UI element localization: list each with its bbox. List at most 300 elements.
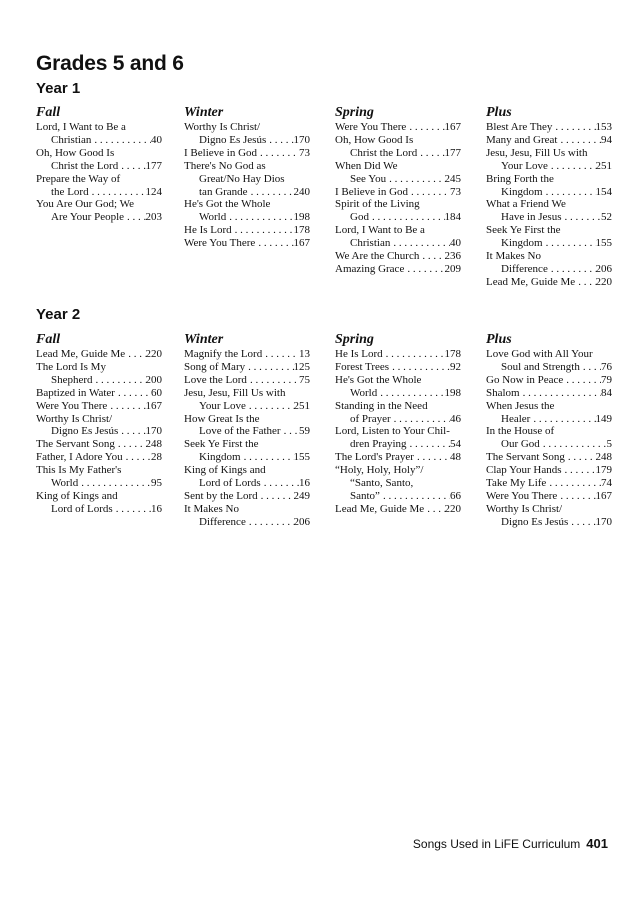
song-page-number: 16 xyxy=(151,502,162,515)
song-title-text: See You xyxy=(350,172,387,185)
song-line xyxy=(486,237,612,250)
song-page-number: 220 xyxy=(444,502,461,515)
song-title-text: The Servant Song xyxy=(486,451,565,464)
song-title-text: Shepherd xyxy=(51,373,93,386)
song-title-text: Have in Jesus xyxy=(501,211,562,224)
song-title-text: When Did We xyxy=(335,159,398,172)
leader-dots xyxy=(261,477,299,490)
leader-dots xyxy=(389,361,450,374)
song-title-text: tan Grande xyxy=(199,185,248,198)
song-page-number: 248 xyxy=(595,451,612,464)
song-title-text: Magnify the Lord xyxy=(184,348,263,360)
song-title-text: Standing in the Need xyxy=(335,399,428,412)
leader-dots xyxy=(115,438,146,451)
song-title-text: Digno Es Jesús xyxy=(51,425,119,438)
song-entry xyxy=(335,160,461,186)
song-title-text: Sent by the Lord xyxy=(184,489,258,502)
song-line xyxy=(184,134,310,147)
song-line xyxy=(36,400,162,413)
leader-dots xyxy=(113,503,151,516)
song-entry xyxy=(36,438,162,451)
song-entry xyxy=(36,400,162,413)
song-title-text: Were You There xyxy=(36,399,108,412)
year-2-plus-column xyxy=(486,333,612,529)
song-title-text: The Servant Song xyxy=(36,438,115,451)
song-line xyxy=(486,160,612,173)
leader-dots xyxy=(557,490,595,503)
leader-dots xyxy=(248,186,294,199)
song-page-number: 60 xyxy=(151,386,162,399)
song-line xyxy=(486,361,612,374)
song-title-text: I Believe in God xyxy=(335,185,409,198)
song-title-text: Love of the Father xyxy=(199,425,281,438)
song-line xyxy=(36,438,162,451)
song-entry xyxy=(184,490,310,503)
song-line xyxy=(184,490,310,503)
song-title-text: Go Now in Peace xyxy=(486,373,564,386)
song-line xyxy=(486,464,612,477)
song-line xyxy=(335,263,461,276)
song-title-text: Worthy Is Christ/ xyxy=(486,502,563,515)
song-entry xyxy=(36,147,162,173)
song-page-number: 16 xyxy=(299,477,310,490)
song-title-text: Father, I Adore You xyxy=(36,451,123,464)
song-line xyxy=(335,361,461,374)
song-title-text: God xyxy=(350,211,369,224)
song-title-text: Jesu, Jesu, Fill Us with xyxy=(486,146,588,159)
song-page-number: 149 xyxy=(595,412,612,425)
song-page-number: 48 xyxy=(450,451,461,464)
song-title-text: Take My Life xyxy=(486,477,547,490)
year-2-heading: Year 2 xyxy=(36,306,81,323)
leader-dots xyxy=(562,211,602,224)
song-page-number: 125 xyxy=(293,360,310,373)
song-title-text: Lord of Lords xyxy=(199,477,261,490)
song-entry xyxy=(486,134,612,147)
song-page-number: 84 xyxy=(601,386,612,399)
song-title-text: King of Kings and xyxy=(36,489,118,502)
year-1-winter-column xyxy=(184,106,310,250)
leader-dots xyxy=(78,477,151,490)
song-title-text: Blest Are They xyxy=(486,121,553,133)
song-title-text: Worthy Is Christ/ xyxy=(36,412,113,425)
leader-dots xyxy=(386,173,444,186)
song-title-text: Lead Me, Guide Me xyxy=(335,502,425,515)
song-page-number: 170 xyxy=(145,425,162,438)
song-line xyxy=(184,211,310,224)
song-title-text: Are Your People xyxy=(51,211,125,224)
leader-dots xyxy=(232,224,294,237)
song-title-text: Your Love xyxy=(501,159,548,172)
song-page-number: 5 xyxy=(606,438,612,451)
song-page-number: 167 xyxy=(145,399,162,412)
leader-dots xyxy=(115,387,151,400)
song-line xyxy=(335,387,461,400)
song-line xyxy=(335,413,461,426)
leader-dots xyxy=(546,477,601,490)
song-entry xyxy=(36,348,162,361)
song-entry xyxy=(486,276,612,289)
leader-dots xyxy=(125,348,145,361)
song-page-number: 203 xyxy=(145,211,162,224)
song-title-text: Love the Lord xyxy=(184,373,247,386)
song-title-text: Christian xyxy=(350,237,391,250)
leader-dots xyxy=(258,490,294,503)
season-heading: Spring xyxy=(335,105,374,120)
song-line xyxy=(486,134,612,147)
song-entry xyxy=(486,198,612,224)
song-entry xyxy=(486,374,612,387)
leader-dots xyxy=(257,147,299,160)
song-title-text: Digno Es Jesús xyxy=(199,133,267,146)
song-title-text: Were You There xyxy=(184,237,256,250)
song-title-text: You Are Our God; We xyxy=(36,198,135,211)
leader-dots xyxy=(575,276,595,289)
song-entry xyxy=(335,425,461,451)
song-page-number: 200 xyxy=(145,373,162,386)
leader-dots xyxy=(406,121,444,134)
song-title-text: He's Got the Whole xyxy=(335,373,422,386)
leader-dots xyxy=(380,490,450,503)
song-page-number: 155 xyxy=(595,237,612,250)
leader-dots xyxy=(255,237,293,250)
song-title-text: World xyxy=(350,386,378,399)
song-entry xyxy=(486,224,612,250)
song-line xyxy=(486,451,612,464)
leader-dots xyxy=(419,250,444,263)
song-page-number: 198 xyxy=(444,386,461,399)
song-entry xyxy=(184,413,310,439)
song-title-text: “Holy, Holy, Holy”/ xyxy=(335,464,424,477)
song-title-text: Oh, How Good Is xyxy=(335,133,414,146)
song-page-number: 248 xyxy=(145,438,162,451)
leader-dots xyxy=(262,348,299,361)
song-entry xyxy=(486,348,612,374)
leader-dots xyxy=(241,451,294,464)
song-entry xyxy=(335,464,461,503)
song-entry xyxy=(36,387,162,400)
leader-dots xyxy=(408,186,450,199)
song-title-text: What a Friend We xyxy=(486,198,566,211)
song-entry xyxy=(184,160,310,199)
leader-dots xyxy=(417,147,444,160)
season-heading: Spring xyxy=(335,332,374,347)
song-entry xyxy=(36,451,162,464)
song-entry xyxy=(335,451,461,464)
leader-dots xyxy=(557,134,601,147)
song-page-number: 206 xyxy=(595,262,612,275)
song-page-number: 179 xyxy=(595,464,612,477)
season-heading: Fall xyxy=(36,105,61,120)
year-1-spring-column xyxy=(335,106,461,276)
song-title-text: He's Got the Whole xyxy=(184,198,271,211)
song-page-number: 66 xyxy=(450,489,461,502)
leader-dots xyxy=(107,400,145,413)
song-line xyxy=(184,374,310,387)
song-entry xyxy=(335,121,461,134)
song-page-number: 220 xyxy=(595,275,612,288)
song-title-text: “Santo, Santo, xyxy=(350,477,414,490)
song-entry xyxy=(486,387,612,400)
song-line xyxy=(486,263,612,276)
song-title-text: Amazing Grace xyxy=(335,262,405,275)
leader-dots xyxy=(247,374,299,387)
leader-dots xyxy=(118,425,145,438)
song-entry xyxy=(184,348,310,361)
leader-dots xyxy=(407,438,450,451)
song-entry xyxy=(184,387,310,413)
song-page-number: 249 xyxy=(293,489,310,502)
song-entry xyxy=(184,237,310,250)
song-line xyxy=(36,477,162,490)
song-entry xyxy=(335,198,461,224)
leader-dots xyxy=(548,160,596,173)
song-line xyxy=(335,121,461,134)
song-page-number: 94 xyxy=(601,133,612,146)
song-line xyxy=(335,237,461,250)
song-title-text: Seek Ye First the xyxy=(486,224,561,237)
song-line xyxy=(184,425,310,438)
song-title-text: Spirit of the Living xyxy=(335,198,420,211)
song-entry xyxy=(486,121,612,134)
song-title-text: This Is My Father's xyxy=(36,464,122,477)
song-title-text: Soul and Strength xyxy=(501,360,580,373)
song-page-number: 170 xyxy=(595,515,612,528)
song-entry xyxy=(184,503,310,529)
song-entry xyxy=(335,250,461,263)
song-page-number: 167 xyxy=(595,489,612,502)
leader-dots xyxy=(543,237,596,250)
song-entry xyxy=(486,173,612,199)
song-line xyxy=(335,250,461,263)
song-line xyxy=(184,477,310,490)
leader-dots xyxy=(281,425,299,438)
song-page-number: 155 xyxy=(293,451,310,464)
year-2-winter-column xyxy=(184,333,310,529)
song-page-number: 251 xyxy=(595,159,612,172)
song-line xyxy=(36,211,162,224)
song-line xyxy=(184,186,310,199)
song-entry xyxy=(36,464,162,490)
song-line xyxy=(36,374,162,387)
song-entry xyxy=(335,361,461,374)
song-title-text: Lord, I Want to Be a xyxy=(36,121,126,133)
song-title-text: Jesu, Jesu, Fill Us with xyxy=(184,386,286,399)
song-title-text: Were You There xyxy=(335,121,407,133)
leader-dots xyxy=(540,438,607,451)
song-entry xyxy=(36,413,162,439)
song-line xyxy=(184,451,310,464)
leader-dots xyxy=(93,374,146,387)
song-title-text: Lord, Listen to Your Chil- xyxy=(335,425,450,438)
song-line xyxy=(184,147,310,160)
song-page-number: 178 xyxy=(444,348,461,360)
year-2-fall-column xyxy=(36,333,162,516)
song-title-text: Healer xyxy=(501,412,531,425)
song-title-text: I Believe in God xyxy=(184,146,258,159)
song-title-text: King of Kings and xyxy=(184,464,266,477)
song-entry xyxy=(36,173,162,199)
footer-text: Songs Used in LiFE Curriculum xyxy=(412,837,581,851)
song-line xyxy=(486,121,612,134)
leader-dots xyxy=(568,516,595,529)
song-line xyxy=(486,477,612,490)
song-title-text: Love God with All Your xyxy=(486,348,593,360)
song-page-number: 177 xyxy=(444,146,461,159)
song-title-text: Difference xyxy=(199,515,246,528)
song-entry xyxy=(335,224,461,250)
song-line xyxy=(335,503,461,516)
song-line xyxy=(36,348,162,361)
song-line xyxy=(184,237,310,250)
song-title-text: He Is Lord xyxy=(335,348,383,360)
song-entry xyxy=(486,425,612,451)
song-line xyxy=(486,387,612,400)
song-page-number: 54 xyxy=(450,438,461,451)
song-page-number: 206 xyxy=(293,515,310,528)
leader-dots xyxy=(226,211,293,224)
leader-dots xyxy=(266,134,293,147)
song-entry xyxy=(184,147,310,160)
song-page-number: 76 xyxy=(601,360,612,373)
song-entry xyxy=(184,361,310,374)
song-entry xyxy=(184,121,310,147)
song-entry xyxy=(36,361,162,387)
song-page-number: 74 xyxy=(601,477,612,490)
song-line xyxy=(36,451,162,464)
song-title-text: Kingdom xyxy=(501,185,543,198)
song-page-number: 198 xyxy=(293,211,310,224)
song-title-text: In the House of xyxy=(486,425,555,438)
song-line xyxy=(486,413,612,426)
song-page-number: 40 xyxy=(151,133,162,146)
song-line xyxy=(335,451,461,464)
song-title-text: dren Praying xyxy=(350,438,407,451)
song-line xyxy=(335,147,461,160)
song-entry xyxy=(335,263,461,276)
song-title-text: World xyxy=(51,477,79,490)
leader-dots xyxy=(118,160,145,173)
song-line xyxy=(184,400,310,413)
song-line xyxy=(335,438,461,451)
song-line xyxy=(184,516,310,529)
song-title-text: Christ the Lord xyxy=(51,159,119,172)
leader-dots xyxy=(530,413,595,426)
song-title-text: Digno Es Jesús xyxy=(501,515,569,528)
song-title-text: Oh, How Good Is xyxy=(36,146,115,159)
song-line xyxy=(184,361,310,374)
leader-dots xyxy=(424,503,444,516)
song-page-number: 92 xyxy=(450,360,461,373)
song-title-text: Lord of Lords xyxy=(51,502,113,515)
song-page-number: 75 xyxy=(299,373,310,386)
song-entry xyxy=(486,250,612,276)
song-entry xyxy=(335,400,461,426)
song-title-text: It Makes No xyxy=(184,502,239,515)
year-1-heading: Year 1 xyxy=(36,80,81,97)
song-title-text: Many and Great xyxy=(486,133,558,146)
song-line xyxy=(184,224,310,237)
leader-dots xyxy=(124,211,145,224)
song-entry xyxy=(486,464,612,477)
song-entry xyxy=(486,400,612,426)
song-page-number: 209 xyxy=(444,262,461,275)
song-title-text: Our God xyxy=(501,438,540,451)
song-entry xyxy=(486,503,612,529)
song-title-text: Clap Your Hands xyxy=(486,464,562,477)
song-title-text: The Lord's Prayer xyxy=(335,451,414,464)
song-title-text: Worthy Is Christ/ xyxy=(184,121,261,133)
leader-dots xyxy=(520,387,601,400)
song-title-text: Baptized in Water xyxy=(36,386,115,399)
song-page-number: 170 xyxy=(293,133,310,146)
year-1-fall-column xyxy=(36,106,162,224)
song-title-text: Forest Trees xyxy=(335,360,390,373)
song-line xyxy=(335,490,461,503)
song-title-text: Kingdom xyxy=(199,451,241,464)
song-title-text: Lead Me, Guide Me xyxy=(36,348,126,360)
song-title-text: Lord, I Want to Be a xyxy=(335,224,425,237)
song-entry xyxy=(36,121,162,147)
song-line xyxy=(486,438,612,451)
song-entry xyxy=(486,451,612,464)
leader-dots xyxy=(548,263,596,276)
song-entry xyxy=(184,464,310,490)
song-title-text: It Makes No xyxy=(486,250,541,263)
song-entry xyxy=(184,224,310,237)
song-title-text: Great/No Hay Dios xyxy=(199,172,285,185)
song-title-text: Santo” xyxy=(350,489,380,502)
song-title-text: When Jesus the xyxy=(486,399,555,412)
song-title-text: How Great Is the xyxy=(184,412,260,425)
song-entry xyxy=(486,147,612,173)
leader-dots xyxy=(245,361,293,374)
song-page-number: 178 xyxy=(293,224,310,237)
song-entry xyxy=(335,134,461,160)
season-heading: Winter xyxy=(184,332,224,347)
song-title-text: There's No God as xyxy=(184,159,266,172)
song-page-number: 73 xyxy=(299,146,310,159)
song-title-text: Lead Me, Guide Me xyxy=(486,275,576,288)
song-title-text: Were You There xyxy=(486,489,558,502)
song-page-number: 13 xyxy=(299,348,310,360)
song-title-text: of Prayer xyxy=(350,412,391,425)
song-line xyxy=(36,387,162,400)
song-entry xyxy=(335,186,461,199)
song-page-number: 177 xyxy=(145,159,162,172)
year-2-spring-column xyxy=(335,333,461,516)
song-line xyxy=(36,160,162,173)
song-line xyxy=(486,211,612,224)
song-title-text: World xyxy=(199,211,227,224)
song-title-text: Bring Forth the xyxy=(486,172,554,185)
leader-dots xyxy=(123,451,151,464)
song-entry xyxy=(184,374,310,387)
season-heading: Fall xyxy=(36,332,61,347)
song-title-text: Christ the Lord xyxy=(350,146,418,159)
song-line xyxy=(36,503,162,516)
song-title-text: Christian xyxy=(51,133,92,146)
season-heading: Plus xyxy=(486,105,512,120)
song-title-text: He Is Lord xyxy=(184,224,232,237)
year-1-plus-column xyxy=(486,106,612,289)
song-page-number: 251 xyxy=(293,399,310,412)
leader-dots xyxy=(369,211,445,224)
song-line xyxy=(335,186,461,199)
song-page-number: 28 xyxy=(151,451,162,464)
song-line xyxy=(335,211,461,224)
song-line xyxy=(486,276,612,289)
